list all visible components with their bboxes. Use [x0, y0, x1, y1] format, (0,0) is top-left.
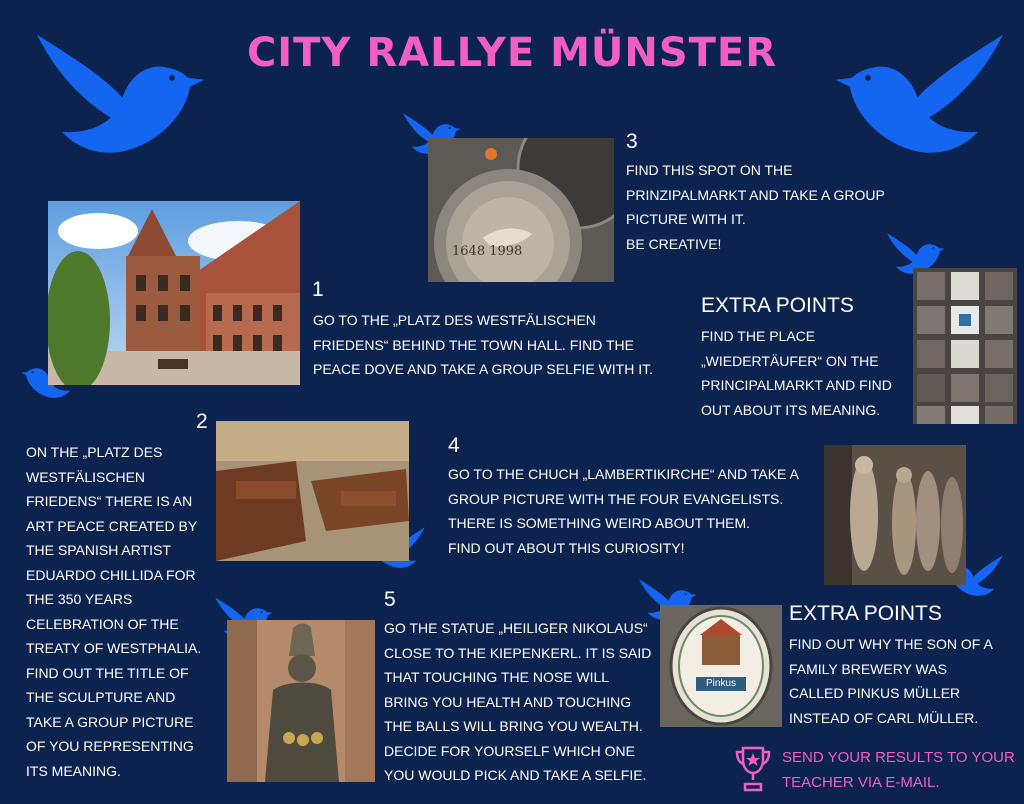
evangelists-photo [824, 445, 966, 585]
manhole-years: 1648 1998 [452, 244, 523, 259]
station-3-number: 3 [626, 130, 638, 153]
station-2-text: ON THE „PLATZ DES WESTFÄLISCHEN FRIEDENS“ THERE IS AN ART PEACE CREATED BY THE SPANISH ARTIST EDUARDO CHILLIDA FOR THE 350 YEARS CELEBRATION OF THE TREATY OF WESTPHALIA. FIND OUT THE TITLE OF THE SCULPTURE AND TAKE A GROUP PICTURE OF YOU REPRESENTING ITS MEANING. [26, 444, 202, 779]
station-1-number: 1 [312, 278, 324, 301]
cobblestone-photo [913, 268, 1017, 424]
extra-points-text: FIND OUT WHY THE SON OF A FAMILY BREWERY WAS CALLED PINKUS MÜLLER INSTEAD OF CARL MÜLLER. [789, 636, 993, 726]
manhole-photo [428, 138, 614, 282]
pinkus-sign-label: Pinkus [705, 678, 736, 689]
nikolaus-photo [227, 620, 375, 782]
station-4-text: GO TO THE CHUCH „LAMBERTIKIRCHE“ AND TAKE A GROUP PICTURE WITH THE FOUR EVANGELISTS. THERE IS SOMETHING WEIRD ABOUT THEM. FIND OUT ABOUT THIS CURIOSITY! [448, 466, 799, 556]
footer-text: SEND YOUR RESULTS TO YOUR TEACHER VIA E-MAIL. [782, 749, 1015, 791]
extra-points-text: FIND THE PLACE „WIEDERTÄUFER“ ON THE PRINCIPALMARKT AND FIND OUT ABOUT ITS MEANING. [701, 328, 892, 418]
station-5-number: 5 [384, 588, 396, 611]
extra-points-heading: EXTRA POINTS [789, 602, 942, 625]
station-4-number: 4 [448, 434, 460, 457]
dove-icon [28, 20, 208, 170]
trophy-icon [734, 744, 772, 794]
poster-title: CITY RALLYE MÜNSTER [246, 30, 778, 76]
sculpture-photo [216, 421, 409, 561]
extra-points-heading: EXTRA POINTS [701, 294, 854, 317]
station-3-text: FIND THIS SPOT ON THE PRINZIPALMARKT AND TAKE A GROUP PICTURE WITH IT. BE CREATIVE! [626, 162, 885, 252]
dove-icon [832, 20, 1012, 170]
station-1-text: GO TO THE „PLATZ DES WESTFÄLISCHEN FRIEDENS“ BEHIND THE TOWN HALL. FIND THE PEACE DOVE AND TAKE A GROUP SELFIE WITH IT. [313, 312, 653, 377]
town-hall-photo [48, 201, 300, 385]
station-5-text: GO THE STATUE „HEILIGER NIKOLAUS“ CLOSE TO THE KIEPENKERL. IT IS SAID THAT TOUCHING THE NOSE WILL BRING YOU HEALTH AND TOUCHING THE BALLS WILL BRING YOU WEALTH. DECIDE FOR YOURSELF WHICH ONE YOU WOULD PICK AND TAKE A SELFIE. [384, 620, 652, 783]
station-2-number: 2 [196, 410, 208, 433]
pinkus-sign-photo [660, 605, 782, 727]
